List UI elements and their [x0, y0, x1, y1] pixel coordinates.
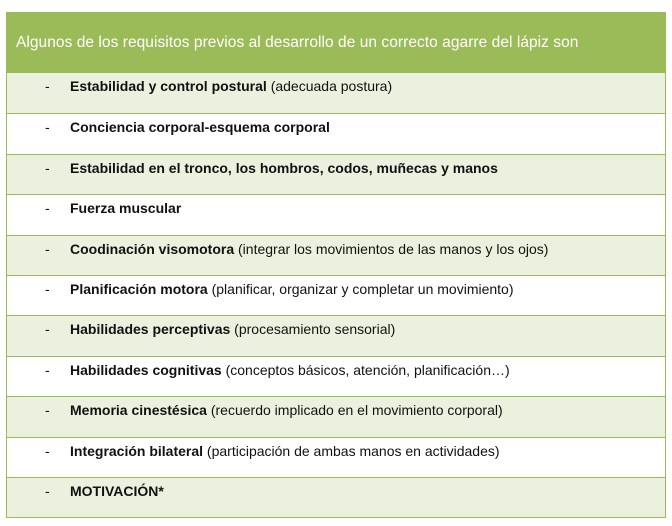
requisite-term: Fuerza muscular: [70, 200, 182, 217]
row-text: [70, 241, 548, 257]
requisites-table: [6, 12, 666, 518]
table-row: [7, 437, 665, 477]
requisite-description: (integrar los movimientos de las manos y los ojos): [234, 240, 549, 257]
bullet-dash: -: [45, 361, 50, 378]
requisite-term: Coodinación visomotora: [70, 240, 235, 257]
table-row: [7, 396, 665, 436]
table-row: [7, 154, 665, 194]
bullet-dash: -: [45, 321, 50, 338]
requisite-term: Memoria cinestésica: [70, 402, 207, 419]
row-text: [70, 321, 395, 337]
table-row: [7, 356, 665, 396]
requisite-term: Conciencia corporal-esquema corporal: [70, 119, 330, 136]
requisite-description: (conceptos básicos, atención, planificación…): [221, 361, 510, 378]
table-row: [7, 315, 665, 355]
row-text: [70, 362, 510, 378]
bullet-dash: -: [45, 119, 50, 136]
bullet-dash: -: [45, 482, 50, 499]
table-row: [7, 477, 665, 517]
row-text: [70, 78, 392, 94]
bullet-dash: -: [45, 78, 50, 94]
requisite-term: Integración bilateral: [70, 442, 204, 459]
requisite-description: (recuerdo implicado en el movimiento corporal): [206, 402, 503, 419]
requisite-description: (participación de ambas manos en actividades): [203, 442, 500, 459]
row-text: [70, 200, 181, 216]
row-text: [70, 443, 500, 459]
row-text: [70, 281, 514, 297]
bullet-dash: -: [45, 200, 50, 217]
requisite-description: (procesamiento sensorial): [230, 321, 396, 338]
row-text: [70, 160, 498, 176]
requisite-term: Habilidades cognitivas: [70, 361, 222, 378]
table-body: [7, 73, 665, 517]
requisite-term: Habilidades perceptivas: [70, 321, 231, 338]
requisite-term: Estabilidad en el tronco, los hombros, codos, muñecas y manos: [70, 159, 498, 176]
requisite-description: (planificar, organizar y completar un movimiento): [207, 280, 514, 297]
row-text: [70, 483, 164, 499]
bullet-dash: -: [45, 280, 50, 297]
requisite-term: Planificación motora: [70, 280, 208, 297]
bullet-dash: -: [45, 442, 50, 459]
table-row: [7, 113, 665, 153]
table-row: [7, 235, 665, 275]
table-row: [7, 194, 665, 234]
requisite-description: (adecuada postura): [266, 78, 393, 94]
requisite-term: Estabilidad y control postural: [70, 78, 267, 94]
table-row: [7, 275, 665, 315]
bullet-dash: -: [45, 240, 50, 257]
row-text: [70, 119, 330, 135]
bullet-dash: -: [45, 159, 50, 176]
row-text: [70, 402, 503, 418]
requisite-term: MOTIVACIÓN*: [70, 482, 164, 499]
table-row: [7, 73, 665, 113]
table-header: Algunos de los requisitos previos al desarrollo de un correcto agarre del lápiz son: [7, 13, 665, 73]
bullet-dash: -: [45, 402, 50, 419]
